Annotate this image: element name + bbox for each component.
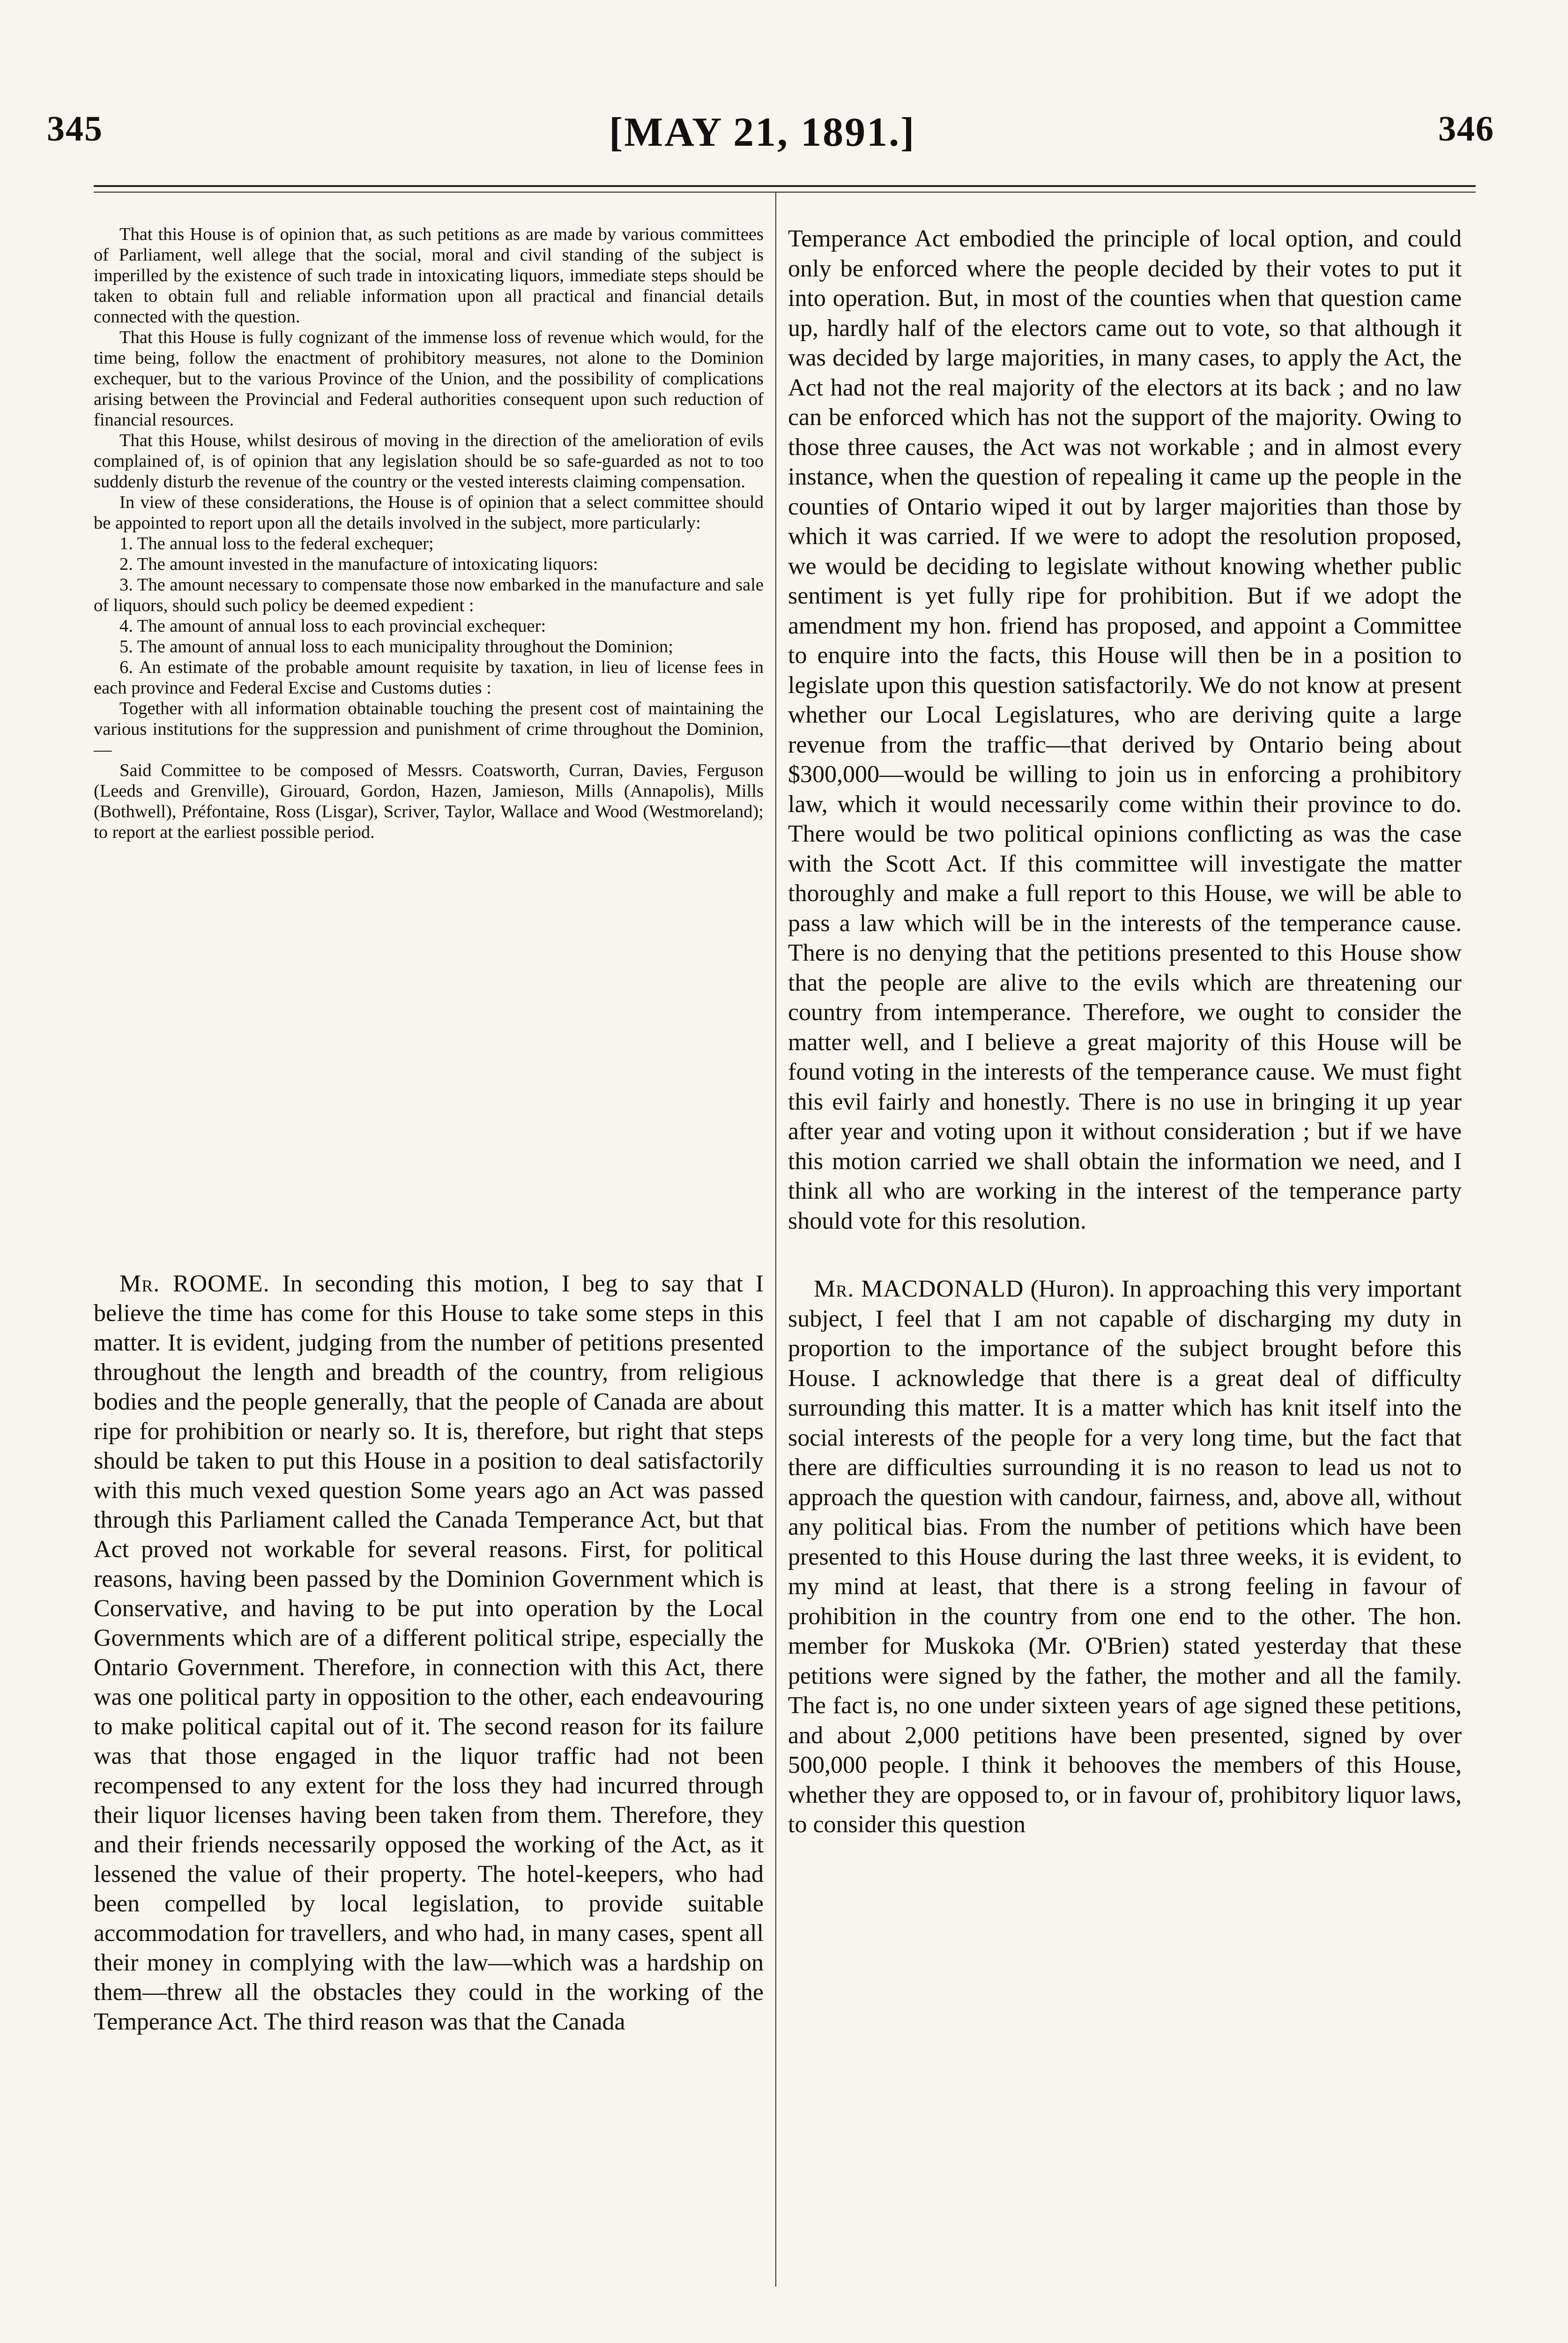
- speech-text: In seconding this motion, I beg to say that I believe the time has come for this House to take some steps in this matter. It is evident, judging from the number of petitions presented throughout the length and breadth of the country, from religious bodies and the people generally, that the people of Canada are about ripe for prohibition or nearly so. It is, therefore, but right that steps should be taken to put this House in a position to deal satisfactorily with this much vexed question Some years ago an Act was passed through this Parliament called the Canada Temperance Act, but that Act proved not workable for several reasons. First, for political reasons, having been passed by the Dominion Government which is Conservative, and having to be put into operation by the Local Governments which are of a different political stripe, especially the Ontario Government. Therefore, in connection with this Act, there was one political party in opposition to the other, each endeavouring to make political capital out of it. The second reason for its failure was that those engaged in the liquor traffic had not been recompensed to any extent for the loss they had incurred through their liquor licenses having been taken from them. Therefore, they and their friends necessarily opposed the working of the Act, as it lessened the value of their property. The hotel-keepers, who had been compelled by local legislation, to provide suitable accommodation for travellers, and who had, in many cases, spent all their money in complying with the law—which was a hardship on them—threw all the obstacles they could in the working of the Temperance Act. The third reason was that the Canada: [94, 1270, 764, 2035]
- speech-continuation: Temperance Act embodied the principle of local option, and could only be enforced where the people decided by their votes to put it into operation. But, in most of the counties when that question came up, hardly half of the electors came out to vote, so that although it was decided by large majorities, in many cases, to apply the Act, the Act had not the real majority of the electors at its back ; and no law can be enforced which has not the support of the majority. Owing to those three causes, the Act was not workable ; and in almost every instance, when the question of repealing it came up the people in the counties of Ontario wiped it out by larger majorities than those by which it was carried. If we were to adopt the resolution proposed, we would be deciding to legislate without knowing whether public sentiment is yet fully ripe for prohibition. But if we adopt the amendment my hon. friend has proposed, and appoint a Committee to enquire into the facts, this House will then be in a position to legislate upon this question satisfactorily. We do not know at present whether our Local Legislatures, who are deriving quite a large revenue from the traffic—that derived by Ontario being about $300,000—would be willing to join us in enforcing a prohibitory law, which it would necessarily come within their province to do. There would be two political opinions conflicting as was the case with the Scott Act. If this committee will investigate the matter thoroughly and make a full report to this House, we will be able to pass a law which will be in the interests of the temperance cause. There is no denying that the petitions presented to this House show that the people are alive to the evils which are threatening our country from intemperance. Therefore, we ought to consider the matter well, and I believe a great majority of this House will be found voting in the interests of the temperance cause. We must fight this evil fairly and honestly. There is no use in bringing it up year after year and voting upon it without consideration ; but if we have this motion carried we shall obtain the information we need, and I think all who are working in the interest of the temperance party should vote for this resolution.: [788, 225, 1462, 1234]
- header-rule-thin: [94, 192, 1476, 193]
- motion-paragraph: Together with all information obtainable touching the present cost of maintaining the various institutions for the suppression and punishment of crime throughout the Dominion,—: [94, 699, 764, 760]
- right-column: [788, 224, 1462, 1840]
- page-number-left: 345: [47, 109, 103, 149]
- page-date-header: [MAY 21, 1891.]: [609, 110, 916, 155]
- motion-list-item: 2. The amount invested in the manufacture of intoxicating liquors:: [119, 554, 598, 574]
- speaker-name: Mr. ROOME.: [119, 1270, 270, 1297]
- motion-list-item: 1. The annual loss to the federal exchequer;: [119, 534, 434, 553]
- motion-paragraph: That this House is fully cognizant of the immense loss of revenue which would, for the time being, follow the enactment of prohibitory measures, not alone to the Dominion exchequer, but to the various Province of the Union, and the possibility of complications arising between the Provincial and Federal authorities consequent upon such reduction of financial resources.: [94, 328, 764, 430]
- header-rule-thick: [94, 185, 1476, 187]
- motion-paragraph: That this House is of opinion that, as such petitions as are made by various committees of Parliament, well allege that the social, moral and civil standing of the subject is imperilled by the existence of such trade in intoxicating liquors, immediate steps should be taken to obtain full and reliable information upon all practical and financial details connected with the question.: [94, 224, 764, 327]
- speech-paragraph: [788, 1274, 1462, 1840]
- committee-members: Said Committee to be composed of Messrs. Coatsworth, Curran, Davies, Ferguson (Leeds and Grenville), Girouard, Gordon, Hazen, Jamieson, Mills (Annapolis), Mills (Bothwell), Préfontaine, Ross (Lisgar), Scriver, Taylor, Wallace and Wood (Westmoreland); to report at the earliest possible period.: [94, 761, 764, 842]
- motion-list-item: 3. The amount necessary to compensate those now embarked in the manufacture and sale of liquors, should such policy be deemed expedient :: [94, 575, 764, 615]
- motion-list-item: 5. The amount of annual loss to each municipality throughout the Dominion;: [119, 637, 673, 657]
- speech-text: In approaching this very important subject, I feel that I am not capable of discharging my duty in proportion to the importance of the subject brought before this House. I acknowledge that there is a great deal of difficulty surrounding this matter. It is a matter which has knit itself into the social interests of the people for a very long time, but the fact that there are difficulties surrounding it is no reason to lead us not to approach the question with candour, fairness, and, above all, without any political bias. From the number of petitions which have been presented to this House during the last three weeks, it is evident, to my mind at least, that there is a strong feeling in favour of prohibition in the country from one end to the other. The hon. member for Muskoka (Mr. O'Brien) stated yesterday that these petitions were signed by the father, the mother and all the family. The fact is, no one under sixteen years of age signed these petitions, and about 2,000 petitions have been presented, signed by over 500,000 people. I think it behooves the members of this House, whether they are opposed to, or in favour of, prohibitory liquor laws, to consider this question: [788, 1276, 1462, 1838]
- motion-paragraph: In view of these considerations, the House is of opinion that a select committee should be appointed to report upon all the details involved in the subject, more particularly:: [94, 492, 764, 533]
- motion-paragraph: That this House, whilst desirous of moving in the direction of the amelioration of evils complained of, is of opinion that any legislation should be so safe-guarded as not to too suddenly disturb the revenue of the country or the vested interests claiming compensation.: [94, 431, 764, 492]
- speech-paragraph: [94, 1269, 764, 2037]
- motion-text-block: [94, 224, 764, 843]
- motion-list-item: 4. The amount of annual loss to each provincial exchequer:: [119, 616, 546, 636]
- roome-speech: [94, 1269, 764, 2037]
- speaker-riding: (Huron).: [1030, 1276, 1115, 1302]
- column-divider: [775, 192, 776, 2287]
- page-number-right: 346: [1438, 109, 1494, 149]
- motion-list-item: 6. An estimate of the probable amount requisite by taxation, in lieu of license fees in each province and Federal Excise and Customs duties :: [94, 657, 764, 698]
- speaker-name: Mr. MACDONALD: [814, 1276, 1024, 1302]
